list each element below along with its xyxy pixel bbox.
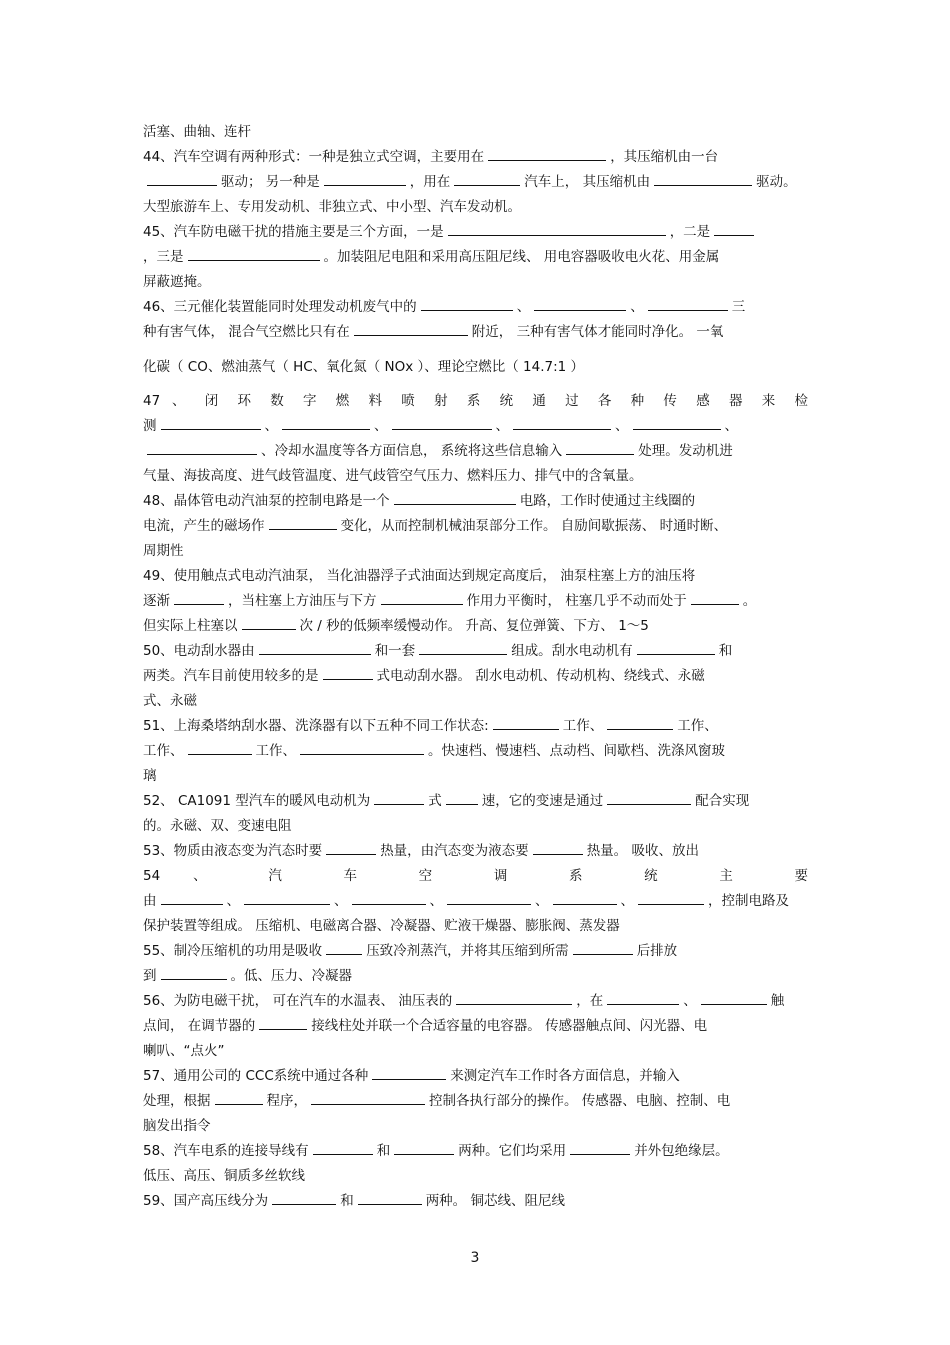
text-line xyxy=(143,271,808,293)
text-line xyxy=(143,415,808,437)
text-line xyxy=(143,490,808,512)
line-text: 脑发出指令 xyxy=(143,1118,211,1134)
line-text: 、 xyxy=(495,418,509,434)
line-text: ，当柱塞上方油压与下方 xyxy=(228,593,377,609)
line-text: 、 xyxy=(374,418,388,434)
line-text: 压致冷剂蒸汽，并将其压缩到所需 xyxy=(366,943,569,959)
line-text: 热量。 吸收、放出 xyxy=(586,843,699,859)
text-line xyxy=(143,815,808,837)
text-line xyxy=(143,690,808,712)
text-line xyxy=(143,465,808,487)
answer-blank xyxy=(323,665,373,680)
answer-blank xyxy=(454,171,520,186)
line-text: 到 xyxy=(143,968,157,984)
line-text: 58、汽车电系的连接导线有 xyxy=(143,1143,309,1159)
answer-blank xyxy=(488,146,606,161)
text-line xyxy=(143,640,808,662)
answer-blank xyxy=(573,940,633,955)
text-line xyxy=(143,390,808,412)
text-line xyxy=(143,1040,808,1062)
answer-blank xyxy=(358,1190,422,1205)
line-text: ，在 xyxy=(576,993,604,1009)
answer-blank xyxy=(300,740,424,755)
line-text: 组成。刮水电动机有 xyxy=(511,643,633,659)
text-line xyxy=(143,515,808,537)
line-text: 次 / 秒的低频率缓慢动作。 升高、复位弹簧、下方、 1～5 xyxy=(299,618,649,634)
line-text: 和 xyxy=(718,643,733,659)
answer-blank xyxy=(282,415,370,430)
answer-blank xyxy=(161,415,261,430)
text-line xyxy=(143,790,808,812)
line-text: 附近， 三种有害气体才能同时净化。 一氧 xyxy=(471,324,724,340)
line-text: 工作、 xyxy=(255,743,296,759)
line-text: 、 xyxy=(683,993,697,1009)
answer-blank xyxy=(259,1015,307,1030)
text-line xyxy=(143,196,808,218)
line-text: 47 、 闭 环 数 字 燃 料 喷 射 系 统 通 过 各 种 传 感 器 来 检 xyxy=(143,393,808,409)
answer-blank xyxy=(638,890,704,905)
text-line xyxy=(143,665,808,687)
text-line xyxy=(143,1015,808,1037)
line-text: 工作、 xyxy=(562,718,604,734)
line-text: 接线柱处并联一个合适容量的电容器。 传感器触点间、闪光器、电 xyxy=(311,1018,708,1034)
text-line xyxy=(143,940,808,962)
text-line xyxy=(143,1140,808,1162)
answer-blank xyxy=(421,296,513,311)
line-text: 两种。 铜芯线、阻尼线 xyxy=(425,1193,565,1209)
line-text: 两类。汽车目前使用较多的是 xyxy=(143,668,319,684)
answer-blank xyxy=(513,415,611,430)
line-text: 59、国产高压线分为 xyxy=(143,1193,269,1209)
answer-blank xyxy=(533,840,583,855)
line-text: 式、永磁 xyxy=(143,693,197,709)
line-text: 触 xyxy=(770,993,785,1009)
answer-blank xyxy=(147,440,257,455)
line-text: 44、汽车空调有两种形式：一种是独立式空调，主要用在 xyxy=(143,149,485,165)
line-text: 驱动。 xyxy=(756,174,797,190)
line-text: 速，它的变速是通过 xyxy=(481,793,604,809)
line-text: 电流，产生的磁场作 xyxy=(143,518,265,534)
line-text: ，控制电路及 xyxy=(708,893,789,909)
answer-blank xyxy=(313,1140,373,1155)
line-text: 点间， 在调节器的 xyxy=(143,1018,256,1034)
line-text: 和 xyxy=(376,1143,391,1159)
line-text: 、 xyxy=(615,418,629,434)
line-text: 气量、海拔高度、进气歧管温度、进气歧管空气压力、燃料压力、排气中的含氧量。 xyxy=(143,468,643,484)
answer-blank xyxy=(637,640,715,655)
line-text: 。低、压力、冷凝器 xyxy=(230,968,352,984)
line-text: 、 xyxy=(429,893,443,909)
answer-blank xyxy=(566,440,634,455)
line-text: 璃 xyxy=(143,768,157,784)
line-text: 57、通用公司的 CCC系统中通过各种 xyxy=(143,1068,369,1084)
answer-blank xyxy=(691,590,739,605)
line-text: 屏蔽遮掩。 xyxy=(143,274,211,290)
text-line xyxy=(143,565,808,587)
line-text: 、 xyxy=(724,418,738,434)
answer-blank xyxy=(259,640,371,655)
text-line xyxy=(143,615,808,637)
answer-blank xyxy=(324,171,406,186)
answer-blank xyxy=(326,840,376,855)
line-text: 50、电动刮水器由 xyxy=(143,643,255,659)
line-text: 汽车上， 其压缩机由 xyxy=(524,174,651,190)
text-line xyxy=(143,356,808,378)
line-text: 作用力平衡时， 柱塞几乎不动而处于 xyxy=(466,593,687,609)
line-text: 程序， xyxy=(266,1093,307,1109)
answer-blank xyxy=(392,415,492,430)
line-text: 式 xyxy=(428,793,442,809)
line-text: 热量，由汽态变为液态要 xyxy=(380,843,529,859)
line-text: 种有害气体， 混合气空燃比只有在 xyxy=(143,324,350,340)
answer-blank xyxy=(714,221,754,236)
line-text: 工作、 xyxy=(143,743,184,759)
line-text: 的。永磁、双、变速电阻 xyxy=(143,818,292,834)
line-text: 电路，工作时使通过主线圈的 xyxy=(519,493,696,509)
text-line xyxy=(143,540,808,562)
line-text: ，三是 xyxy=(143,249,184,265)
answer-blank xyxy=(534,296,626,311)
line-text: 55、制冷压缩机的功用是吸收 xyxy=(143,943,323,959)
text-line xyxy=(143,740,808,762)
line-text: 。加装阻尼电阻和采用高压阻尼线、 用电容器吸收电火花、用金属 xyxy=(323,249,720,265)
text-line xyxy=(143,296,808,318)
line-text: 52、 CA1091 型汽车的暖风电动机为 xyxy=(143,793,371,809)
line-text: 后排放 xyxy=(636,943,678,959)
line-text: 但实际上柱塞以 xyxy=(143,618,238,634)
line-text: 配合实现 xyxy=(695,793,750,809)
line-text: 53、物质由液态变为汽态时要 xyxy=(143,843,323,859)
answer-blank xyxy=(456,990,572,1005)
line-text: 低压、高压、铜质多丝软线 xyxy=(143,1168,305,1184)
line-text: 51、上海桑塔纳刮水器、洗涤器有以下五种不同工作状态: xyxy=(143,718,489,734)
answer-blank xyxy=(633,415,721,430)
answer-blank xyxy=(244,890,330,905)
answer-blank xyxy=(553,890,617,905)
line-text: 由 xyxy=(143,893,157,909)
text-line xyxy=(143,121,808,143)
line-text: ，用在 xyxy=(409,174,451,190)
text-line xyxy=(143,965,808,987)
text-line xyxy=(143,890,808,912)
text-line xyxy=(143,1115,808,1137)
answer-blank xyxy=(419,640,507,655)
answer-blank xyxy=(311,1090,425,1105)
text-line xyxy=(143,1190,808,1212)
line-text: 。 xyxy=(742,593,757,609)
line-text: 工作、 xyxy=(677,718,718,734)
answer-blank xyxy=(394,490,516,505)
line-text: 三 xyxy=(731,299,746,315)
answer-blank xyxy=(448,221,666,236)
answer-blank xyxy=(648,296,728,311)
answer-blank xyxy=(447,890,531,905)
line-text: 、 xyxy=(226,893,240,909)
text-line xyxy=(143,990,808,1012)
line-text: 处理。发动机进 xyxy=(638,443,733,459)
line-text: 、 xyxy=(620,893,634,909)
answer-blank xyxy=(354,321,468,336)
line-text: 并外包绝缘层。 xyxy=(634,1143,729,1159)
line-text: 保护装置等组成。 压缩机、电磁离合器、冷凝器、贮液干燥器、膨胀阀、蒸发器 xyxy=(143,918,620,934)
text-line xyxy=(143,221,808,243)
line-text: 56、为防电磁干扰， 可在汽车的水温表、 油压表的 xyxy=(143,993,453,1009)
line-text: 、冷却水温度等各方面信息， 系统将这些信息输入 xyxy=(261,443,563,459)
line-text: 处理，根据 xyxy=(143,1093,211,1109)
line-text: 变化，从而控制机械油泵部分工作。 自励间歇振荡、 时通时断、 xyxy=(340,518,728,534)
text-line xyxy=(143,865,808,887)
answer-blank xyxy=(188,246,320,261)
text-line xyxy=(143,1090,808,1112)
line-text: 喇叭、“点火” xyxy=(143,1043,225,1059)
answer-blank xyxy=(493,715,559,730)
text-line xyxy=(143,840,808,862)
line-text: 、 xyxy=(630,299,644,315)
line-text: 活塞、曲轴、连杆 xyxy=(143,124,251,140)
text-line xyxy=(143,321,808,343)
answer-blank xyxy=(394,1140,454,1155)
answer-blank xyxy=(654,171,752,186)
answer-blank xyxy=(701,990,767,1005)
line-text: 式电动刮水器。 刮水电动机、传动机构、绕线式、永磁 xyxy=(376,668,705,684)
answer-blank xyxy=(372,1065,446,1080)
answer-blank xyxy=(161,890,223,905)
answer-blank xyxy=(174,590,224,605)
line-text: 驱动； 另一种是 xyxy=(221,174,320,190)
text-line xyxy=(143,715,808,737)
answer-blank xyxy=(381,590,463,605)
answer-blank xyxy=(607,990,679,1005)
answer-blank xyxy=(607,790,691,805)
answer-blank xyxy=(570,1140,630,1155)
text-line xyxy=(143,765,808,787)
answer-blank xyxy=(607,715,673,730)
answer-blank xyxy=(374,790,424,805)
line-text: 。快速档、慢速档、点动档、间歇档、洗涤风窗玻 xyxy=(428,743,725,759)
answer-blank xyxy=(147,171,217,186)
answer-blank xyxy=(272,1190,336,1205)
line-text: 48、晶体管电动汽油泵的控制电路是一个 xyxy=(143,493,390,509)
answer-blank xyxy=(188,740,252,755)
text-line xyxy=(143,590,808,612)
line-text: 45、汽车防电磁干扰的措施主要是三个方面，一是 xyxy=(143,224,444,240)
line-text: 逐渐 xyxy=(143,593,170,609)
line-text: 、 xyxy=(334,893,348,909)
answer-blank xyxy=(326,940,362,955)
text-line xyxy=(143,915,808,937)
answer-blank xyxy=(446,790,478,805)
line-text: 化碳（ CO、燃油蒸气（ HC、氧化氮（ NOx ）、理论空燃比（ 14.7:1 ） xyxy=(143,359,585,375)
text-line xyxy=(143,440,808,462)
text-line xyxy=(143,146,808,168)
line-text: 、 xyxy=(516,299,531,315)
line-text: 54 、 汽 车 空 调 系 统 主 要 xyxy=(143,868,808,884)
line-text: 和 xyxy=(340,1193,354,1209)
line-text: 周期性 xyxy=(143,543,184,559)
line-text: 、 xyxy=(264,418,278,434)
text-line xyxy=(143,1165,808,1187)
line-text: ，其压缩机由一台 xyxy=(610,149,719,165)
line-text: 测 xyxy=(143,418,157,434)
answer-blank xyxy=(161,965,227,980)
text-line xyxy=(143,171,808,193)
text-line xyxy=(143,246,808,268)
line-text: 和一套 xyxy=(374,643,416,659)
page-number: 3 xyxy=(470,1250,480,1266)
answer-blank xyxy=(215,1090,263,1105)
line-text: 、 xyxy=(535,893,549,909)
line-text: 控制各执行部分的操作。 传感器、电脑、控制、电 xyxy=(429,1093,731,1109)
line-text: ，二是 xyxy=(669,224,711,240)
line-text: 大型旅游车上、专用发动机、非独立式、中小型、汽车发动机。 xyxy=(143,199,521,215)
line-text: 来测定汽车工作时各方面信息，并输入 xyxy=(450,1068,680,1084)
line-text: 49、使用触点式电动汽油泵， 当化油器浮子式油面达到规定高度后， 油泵柱塞上方的油压将 xyxy=(143,568,696,584)
answer-blank xyxy=(242,615,296,630)
line-text: 46、三元催化装置能同时处理发动机废气中的 xyxy=(143,299,417,315)
text-line xyxy=(143,1065,808,1087)
answer-blank xyxy=(269,515,337,530)
answer-blank xyxy=(352,890,426,905)
line-text: 两种。它们均采用 xyxy=(458,1143,567,1159)
